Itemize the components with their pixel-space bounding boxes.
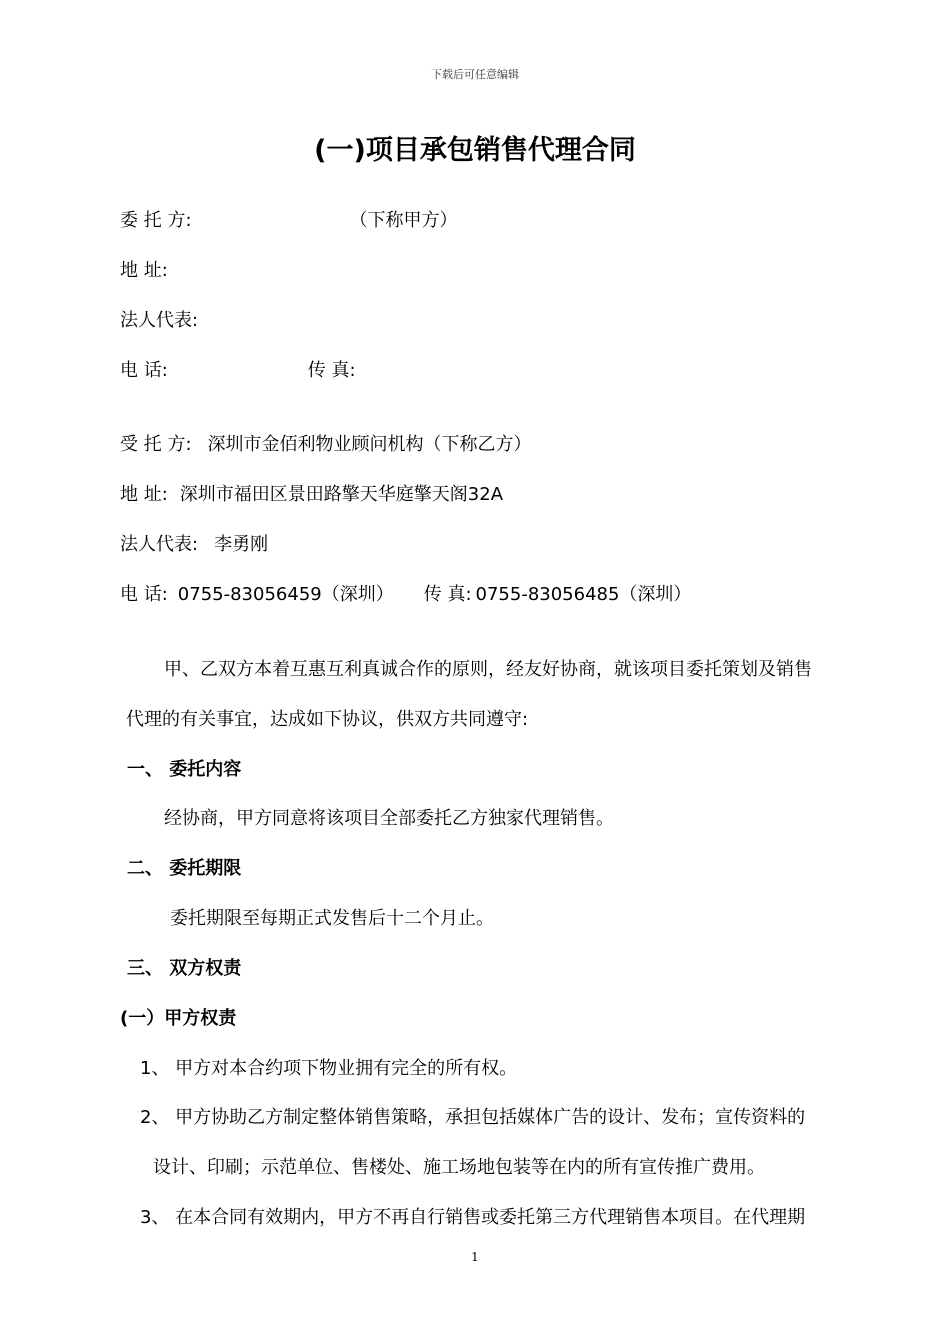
client-address-label: 地 址: — [120, 260, 168, 281]
header-note: 下载后可任意编辑 — [431, 68, 519, 81]
section-3-subheading: (一）甲方权责 — [120, 1008, 237, 1029]
agent-address-line — [120, 482, 503, 508]
client-phone-line — [120, 358, 356, 384]
agent-label: 受 托 方: — [120, 434, 192, 455]
intro-line-1: 甲、乙双方本着互惠互利真诚合作的原则，经友好协商，就该项目委托策划及销售 — [164, 659, 812, 680]
agent-rep-label: 法人代表: — [120, 534, 199, 555]
client-suffix: （下称甲方） — [349, 210, 458, 231]
section-1-body: 经协商，甲方同意将该项目全部委托乙方独家代理销售。 — [164, 808, 614, 829]
agent-rep-line — [120, 532, 268, 558]
section-2-heading: 二、 委托期限 — [127, 858, 242, 879]
client-label: 委 托 方: — [120, 210, 192, 231]
list-item-2-line-2: 设计、印刷；示范单位、售楼处、施工场地包装等在内的所有宣传推广费用。 — [153, 1157, 765, 1178]
agent-phone-value: 0755-83056459（深圳） — [177, 584, 394, 605]
list-item-2-line-1: 2、 甲方协助乙方制定整体销售策略，承担包括媒体广告的设计、发布；宣传资料的 — [140, 1107, 806, 1128]
agent-fax-value: 0755-83056485（深圳） — [475, 584, 692, 605]
client-phone-label: 电 话: — [120, 360, 168, 381]
client-fax-label: 传 真: — [307, 360, 356, 381]
document-title: (一)项目承包销售代理合同 — [314, 135, 636, 166]
agent-phone-line — [120, 582, 691, 608]
section-1-heading: 一、 委托内容 — [127, 759, 242, 780]
agent-address-city: 深圳市 — [179, 484, 234, 505]
list-item-1: 1、 甲方对本合约项下物业拥有完全的所有权。 — [140, 1058, 518, 1079]
client-address-line — [120, 258, 168, 284]
agent-value: 深圳市金佰利物业顾问机构（下称乙方） — [207, 434, 532, 455]
agent-rep-value: 李勇刚 — [214, 534, 269, 555]
agent-address-rest: 福田区景田路擎天华庭擎天阁 — [233, 484, 468, 505]
agent-line — [120, 432, 532, 458]
client-line — [120, 208, 458, 234]
page-number: 1 — [471, 1250, 479, 1264]
agent-phone-label: 电 话: — [120, 584, 168, 605]
agent-fax-label: 传 真: — [423, 584, 472, 605]
intro-line-2: 代理的有关事宜，达成如下协议，供双方共同遵守: — [126, 709, 529, 730]
client-rep-label: 法人代表: — [120, 310, 199, 331]
agent-address-number: 32A — [467, 484, 504, 505]
agent-address-label: 地 址: — [120, 484, 168, 505]
client-rep-line — [120, 308, 198, 334]
section-3-heading: 三、 双方权责 — [127, 958, 242, 979]
section-2-body: 委托期限至每期正式发售后十二个月止。 — [170, 908, 494, 929]
list-item-3-line-1: 3、 在本合同有效期内，甲方不再自行销售或委托第三方代理销售本项目。在代理期 — [140, 1207, 806, 1228]
